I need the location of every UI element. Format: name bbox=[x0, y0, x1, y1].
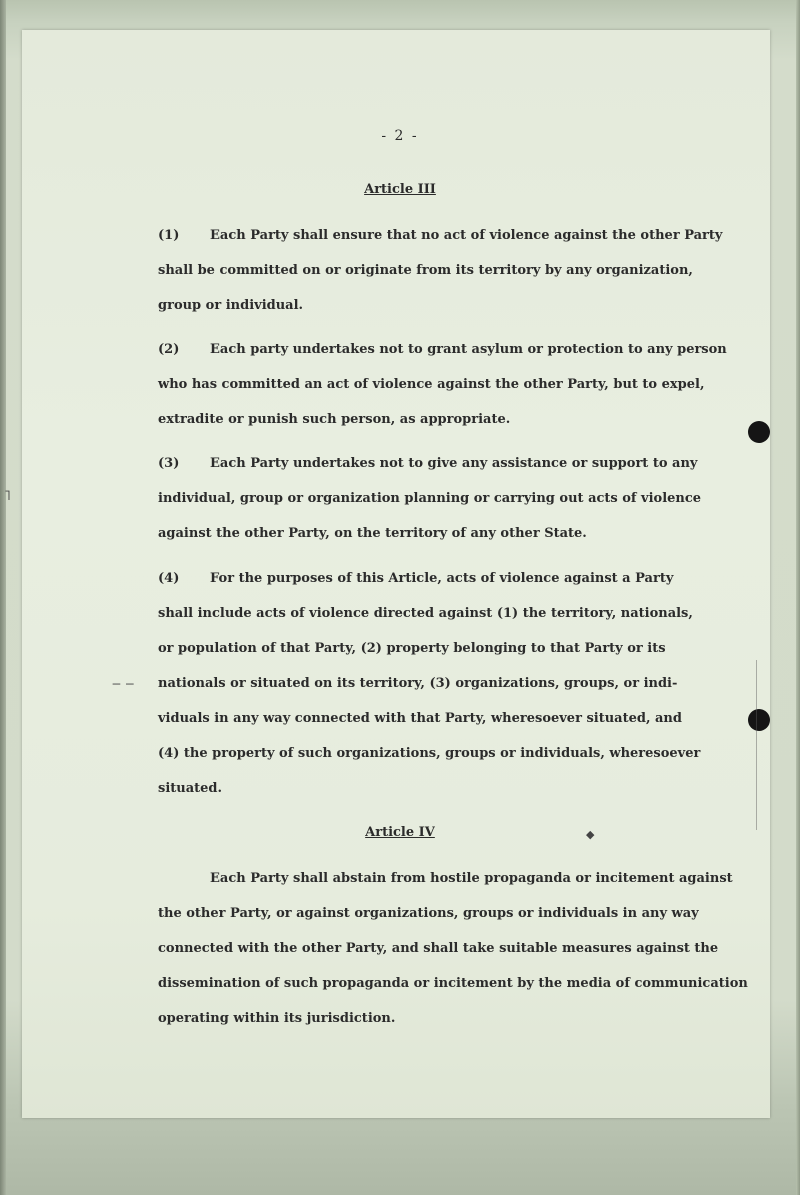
text-line: viduals in any way connected with that Party, wheresoever situated, and bbox=[158, 711, 682, 726]
punch-hole bbox=[748, 421, 770, 443]
text-line: the other Party, or against organizations, groups or individuals in any way bbox=[158, 906, 699, 921]
article-3-heading: Article III bbox=[364, 182, 436, 197]
paragraph-number: (4) bbox=[158, 571, 180, 586]
ink-spot: ◆ bbox=[586, 828, 595, 841]
margin-line bbox=[756, 660, 757, 830]
scan-edge-left bbox=[0, 0, 6, 1195]
margin-mark: ‒ ‒ bbox=[112, 676, 135, 692]
text-line: individual, group or organization planning or carrying out acts of violence bbox=[158, 491, 702, 506]
article-4-paragraph bbox=[158, 861, 748, 1036]
margin-mark: ˥ bbox=[4, 488, 11, 504]
paragraph-number: (1) bbox=[158, 228, 180, 243]
text-line: shall be committed on or originate from its territory by any organization, bbox=[158, 263, 693, 278]
text-line: situated. bbox=[158, 781, 223, 796]
text-line: or population of that Party, (2) property belonging to that Party or its bbox=[158, 641, 666, 656]
text-line: group or individual. bbox=[158, 298, 304, 313]
paragraph-number: (2) bbox=[158, 342, 180, 357]
text-line: against the other Party, on the territory of any other State. bbox=[158, 526, 587, 541]
text-line: (3) Each Party undertakes not to give any assistance or support to any bbox=[158, 446, 738, 481]
page-number: - 2 - bbox=[381, 128, 419, 144]
text-line: (4) the property of such organizations, groups or individuals, wheresoever bbox=[158, 746, 701, 761]
text-line: (2) Each party undertakes not to grant asylum or protection to any person bbox=[158, 332, 738, 367]
text-line: connected with the other Party, and shall take suitable measures against the bbox=[158, 941, 719, 956]
article-3-paragraph-2 bbox=[158, 332, 738, 437]
text-line: (4) For the purposes of this Article, acts of violence against a Party bbox=[158, 561, 738, 596]
text-line: nationals or situated on its territory, (3) organizations, groups, or indi- bbox=[158, 676, 678, 691]
text-line: Each Party shall abstain from hostile propaganda or incitement against bbox=[210, 871, 733, 886]
scan-edge-right bbox=[796, 0, 800, 1195]
text-line: dissemination of such propaganda or incitement by the media of communication bbox=[158, 976, 748, 991]
article-3-paragraph-1 bbox=[158, 218, 738, 323]
paragraph-number: (3) bbox=[158, 456, 180, 471]
text-line: (1) Each Party shall ensure that no act of violence against the other Party bbox=[158, 218, 738, 253]
punch-hole bbox=[748, 709, 770, 731]
text-line: extradite or punish such person, as appropriate. bbox=[158, 412, 511, 427]
article-3-paragraph-4 bbox=[158, 561, 738, 806]
article-4-heading: Article IV bbox=[365, 825, 435, 840]
article-3-paragraph-3 bbox=[158, 446, 738, 551]
text-line: who has committed an act of violence against the other Party, but to expel, bbox=[158, 377, 705, 392]
text-line: shall include acts of violence directed against (1) the territory, nationals, bbox=[158, 606, 693, 621]
text-line: operating within its jurisdiction. bbox=[158, 1011, 396, 1026]
